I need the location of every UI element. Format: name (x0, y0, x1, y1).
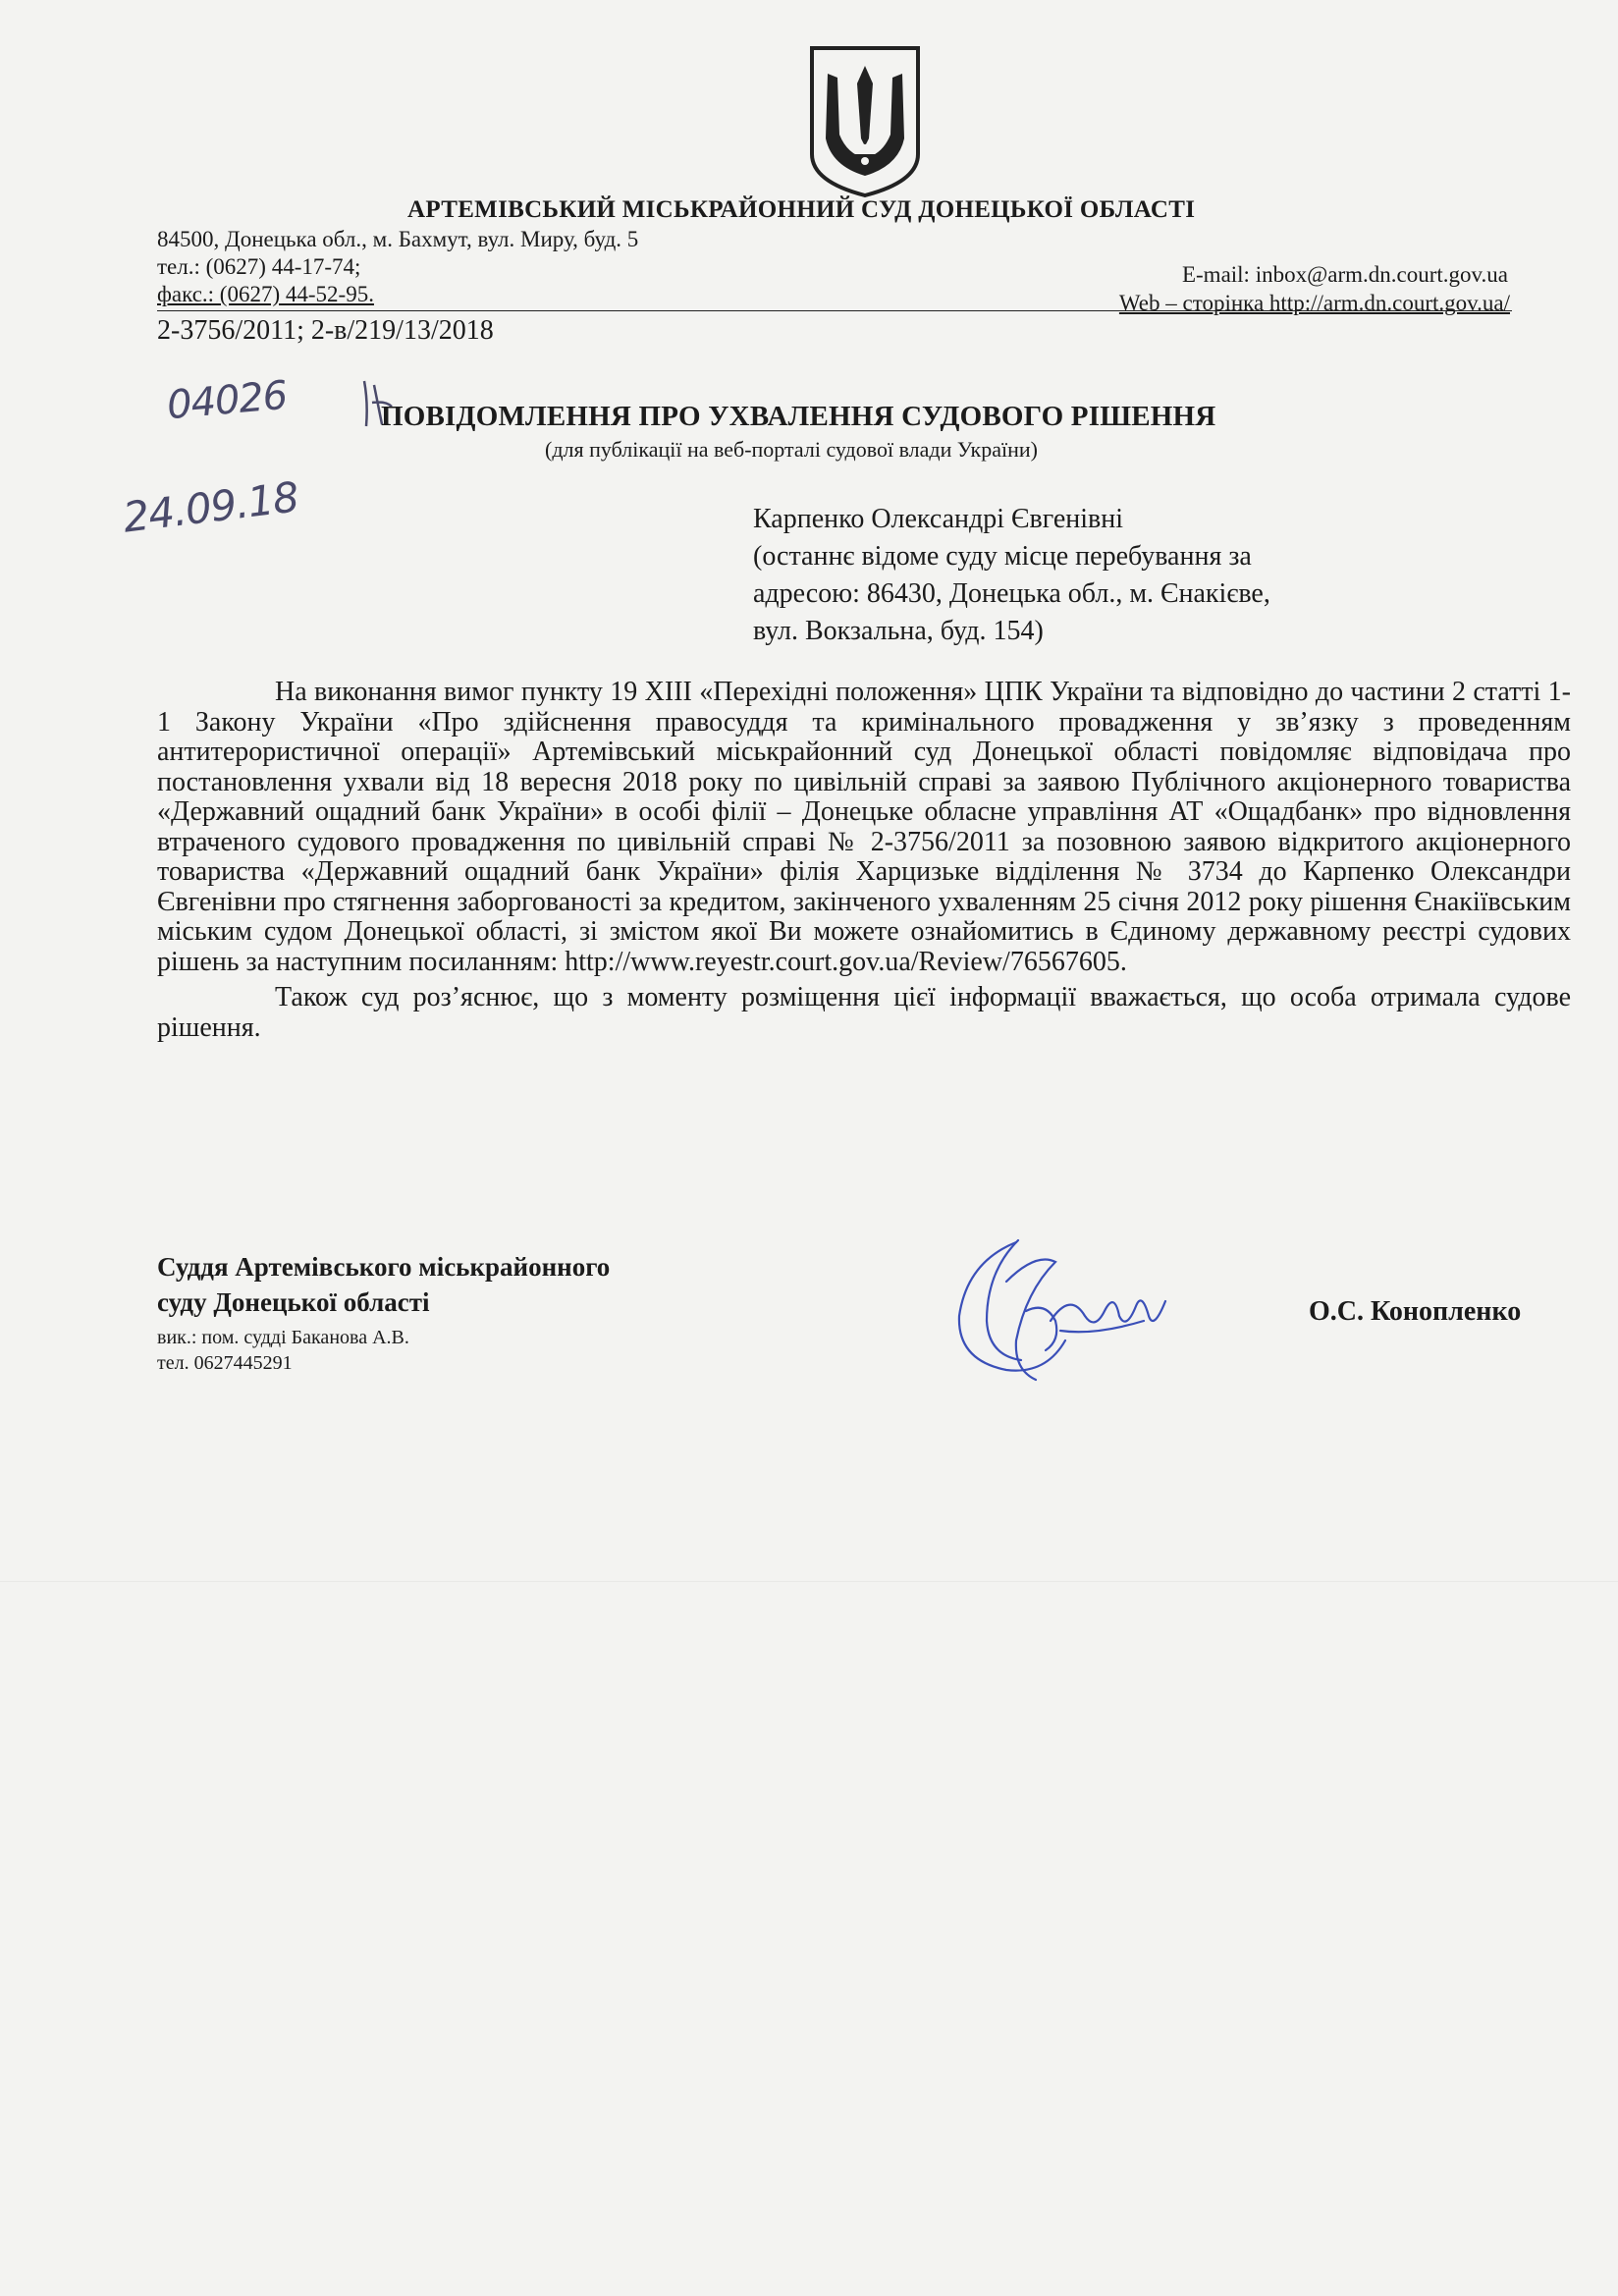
judge-position (157, 1249, 610, 1320)
trident-coat-of-arms-icon (808, 44, 922, 199)
header-divider (157, 310, 1512, 311)
judge-name: О.С. Конопленко (1309, 1296, 1522, 1327)
addressee-block (753, 501, 1460, 650)
handwritten-signature-icon (947, 1223, 1178, 1390)
case-numbers: 2-3756/2011; 2-в/219/13/2018 (157, 315, 494, 346)
judge-position-line: Суддя Артемівського міськрайонного (157, 1252, 611, 1282)
addressee-address-line: адресою: 86430, Донецька обл., м. Єнакієве, (753, 578, 1270, 609)
notice-title: ПОВІДОМЛЕННЯ ПРО УХВАЛЕННЯ СУДОВОГО РІШЕННЯ (381, 401, 1216, 432)
court-phone: тел.: (0627) 44-17-74; (157, 254, 361, 279)
executor-name: вик.: пом. судді Баканова А.В. (157, 1327, 409, 1348)
handwritten-registration-number: 04026 (165, 372, 290, 429)
addressee-address-line: вул. Вокзальна, буд. 154) (753, 616, 1044, 646)
notice-subtitle: (для публікації на веб-порталі судової влади України) (545, 437, 1038, 462)
court-fax: факс.: (0627) 44-52-95. (157, 282, 374, 306)
court-address: 84500, Донецька обл., м. Бахмут, вул. Миру, буд. 5 (157, 227, 639, 251)
judge-position-line: суду Донецької області (157, 1287, 430, 1317)
addressee-name: Карпенко Олександрі Євгенівні (753, 504, 1124, 534)
body-paragraph: Також суд роз’яснює, що з моменту розміщення цієї інформації вважається, що особа отримала судове рішення. (157, 982, 1571, 1043)
handwritten-date: 24.09.18 (120, 472, 301, 542)
paper-crease (0, 1581, 1618, 1582)
court-website: Web – сторінка http://arm.dn.court.gov.ua/ (1118, 291, 1510, 315)
body-paragraph: На виконання вимог пункту 19 XIII «Перехідні положення» ЦПК України та відповідно до частини 2 статті 1-1 Закону України «Про здійснення правосуддя та кримінального провадження у зв’язку з проведенням антитерористичної операції» Артемівський міськрайонний суд Донецької області повідомляє відповідача про постановлення ухвали від 18 вересня 2018 року по цивільній справі за заявою Публічного акціонерного товариства «Державний ощадний банк України» в особі філії – Донецьке обласне управління АТ «Ощадбанк» про відновлення втраченого судового провадження по цивільній справі № 2-3756/2011 за позовною заявою відкритого акціонерного товариства «Державний ощадний банк України» філія Харцизьке відділення № 3734 до Карпенко Олександри Євгенівни про стягнення заборгованості за кредитом, закінченого ухваленням 25 січня 2012 року рішення Єнакіївським міським судом Донецької області, зі змістом якої Ви можете ознайомитись в Єдиному державному реєстрі судових рішень за наступним посиланням: http://www.reyestr.court.gov.ua/Review/76567605. (157, 677, 1571, 977)
court-email: E-mail: inbox@arm.dn.court.gov.ua (1181, 262, 1508, 287)
addressee-address-line: (останнє відоме суду місце перебування за (753, 541, 1252, 572)
court-name: АРТЕМІВСЬКИЙ МІСЬКРАЙОННИЙ СУД ДОНЕЦЬКОЇ ОБЛАСТІ (407, 196, 1196, 223)
executor-info (157, 1325, 409, 1376)
executor-phone: тел. 0627445291 (157, 1352, 293, 1374)
notice-body (157, 678, 1571, 1043)
